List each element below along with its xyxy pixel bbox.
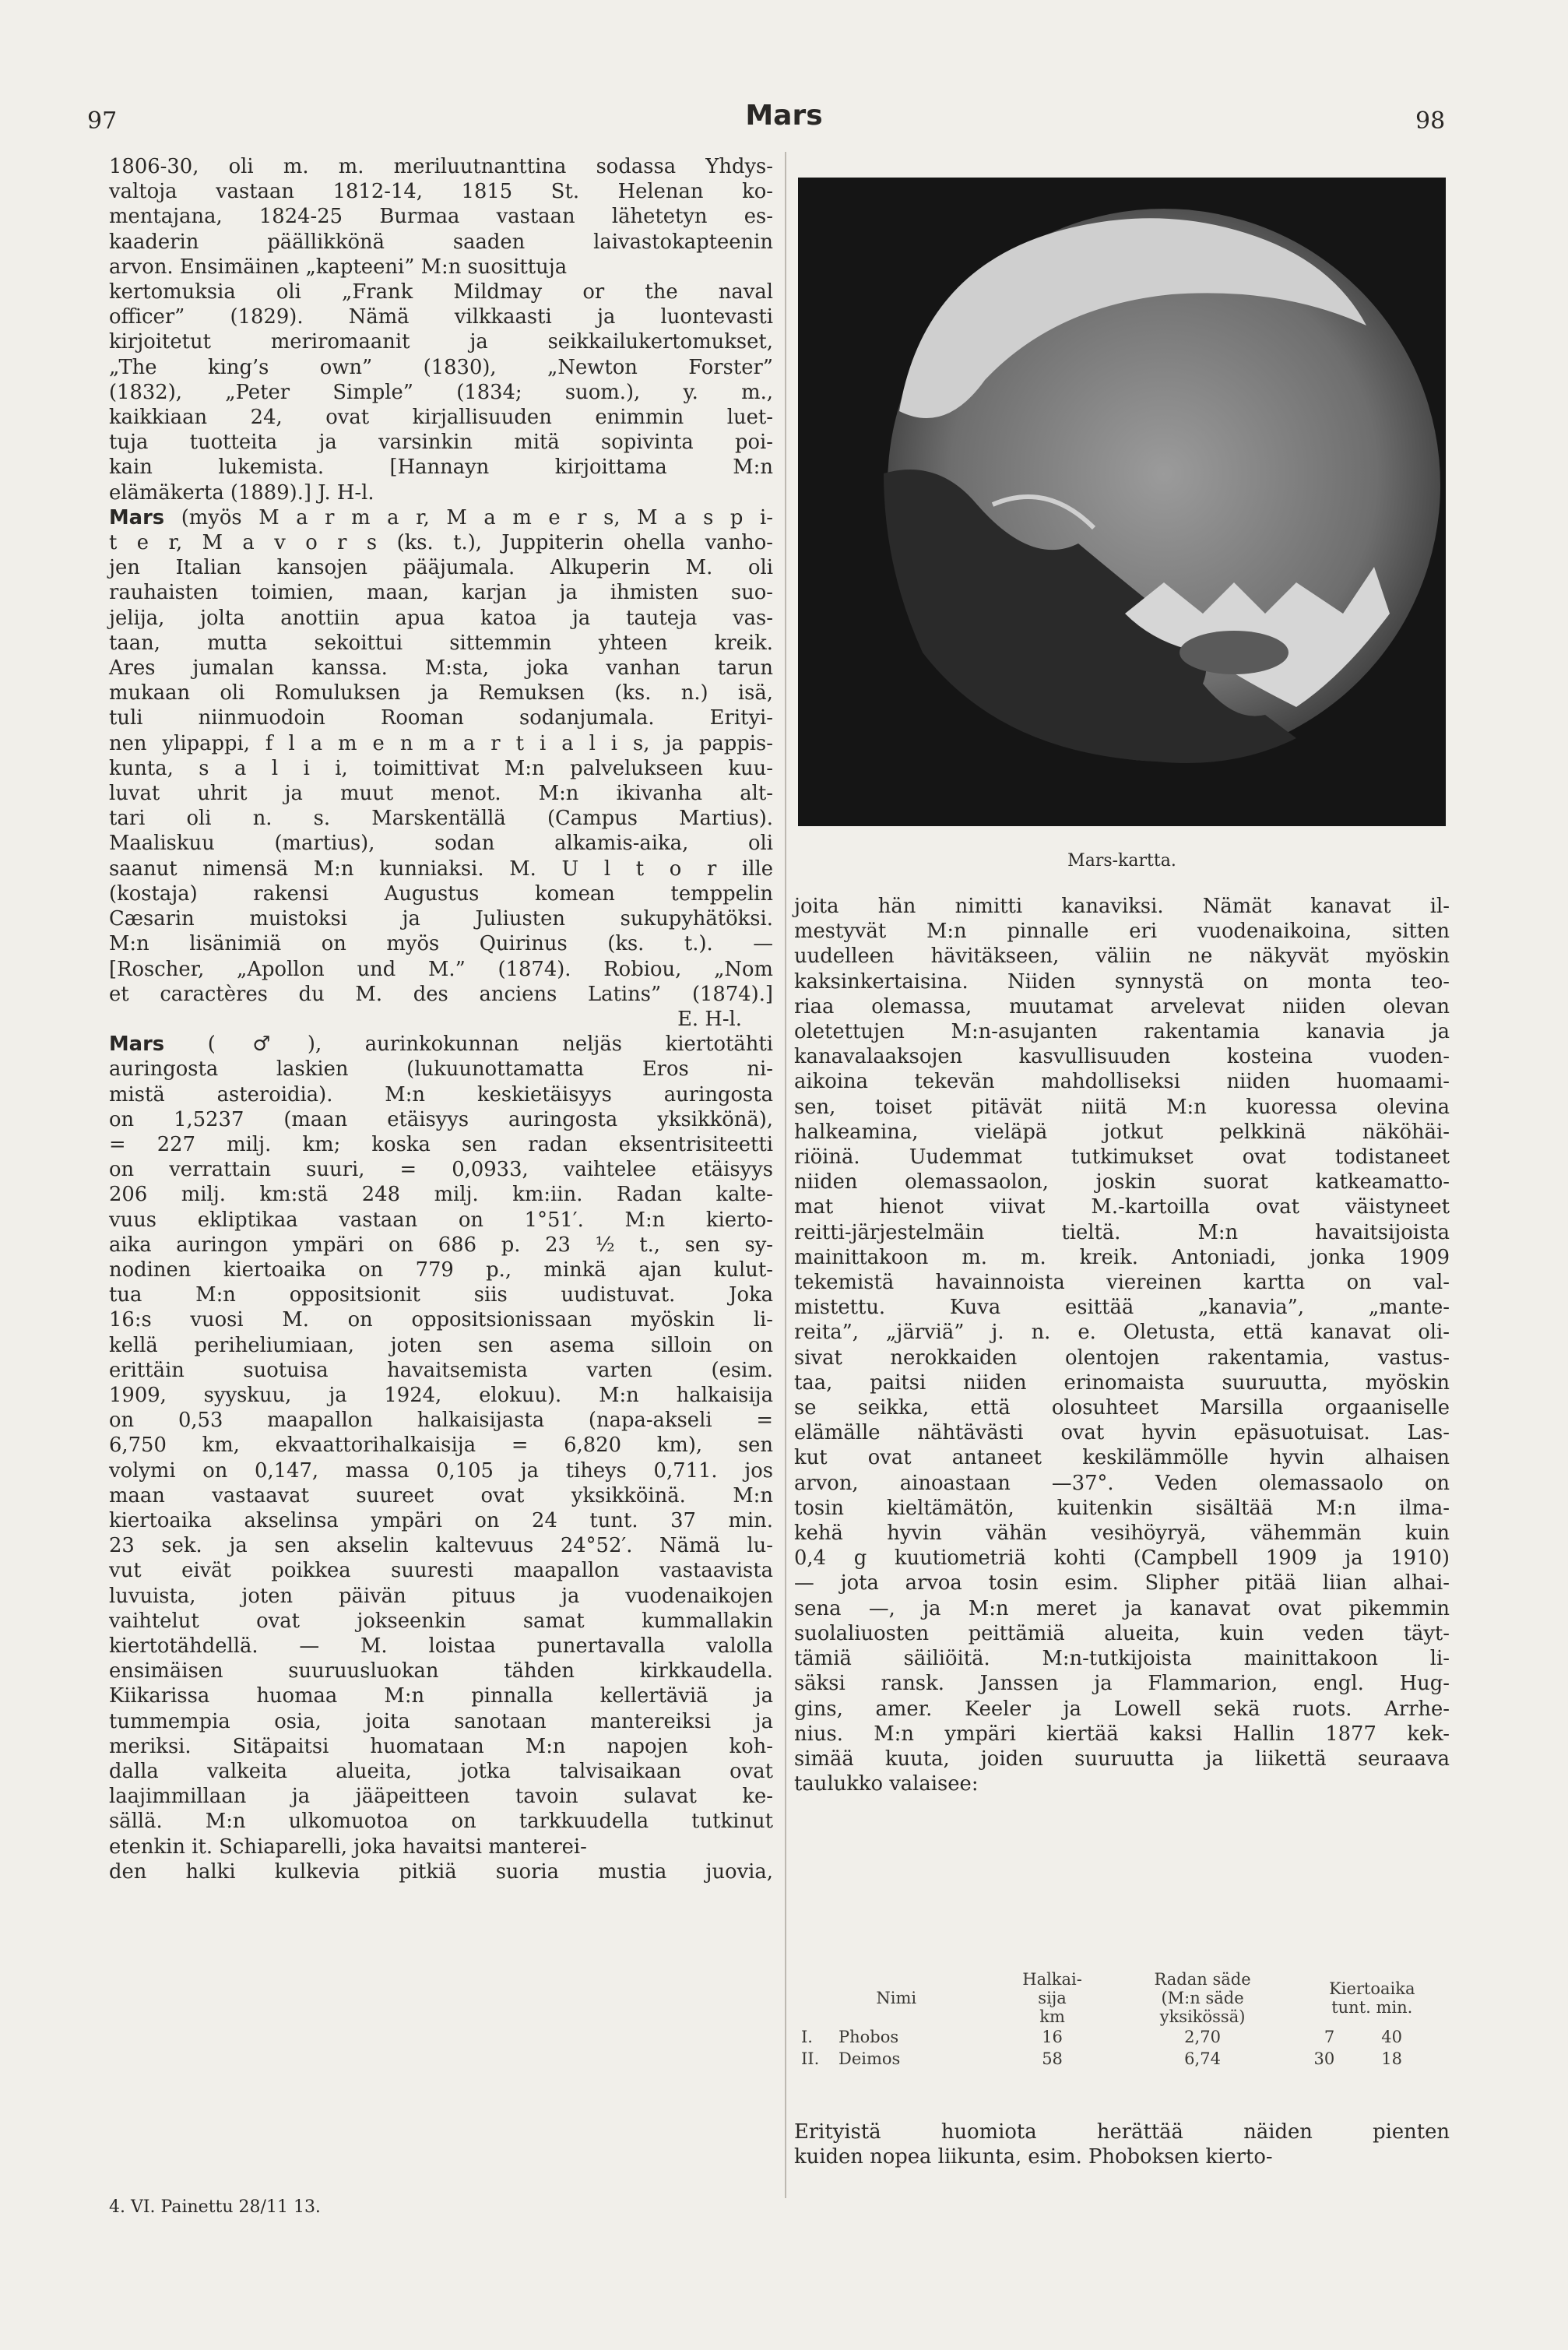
text-line: on 0,53 maapallon halkaisijasta (napa-akseli = bbox=[109, 1409, 773, 1433]
column-rule bbox=[785, 152, 786, 2198]
text-line: tekemistä havainnoista viereinen kartta on val- bbox=[794, 1271, 1450, 1295]
text-line: tuli niinmuodoin Rooman sodanjumala. Erityi- bbox=[109, 706, 773, 730]
text-line: jen Italian kansojen pääjumala. Alkuperin M. oli bbox=[109, 556, 773, 580]
text-line: mestyvät M:n pinnalle eri vuodenaikoina, sitten bbox=[794, 920, 1450, 944]
text-line: kuiden nopea liikunta, esim. Phoboksen kierto- bbox=[794, 2145, 1273, 2169]
text-line: [Roscher, „Apollon und M.” (1874). Robiou, „Nom bbox=[109, 957, 773, 981]
text-line: halkeamina, vieläpä jotkut pelkkinä näköhäi- bbox=[794, 1120, 1450, 1144]
text-line: mentajana, 1824-25 Burmaa vastaan lähetetyn es- bbox=[109, 205, 773, 229]
text-line: mistettu. Kuva esittää „kanavia”, „mante- bbox=[794, 1296, 1450, 1320]
text-line: erittäin suotuisa havaitsemista varten (esim. bbox=[109, 1358, 773, 1382]
moon-name: Deimos bbox=[838, 2049, 901, 2068]
text-line: kaaderin päällikkönä saaden laivastokapteenin bbox=[109, 230, 773, 254]
text-line: 6,750 km, ekvaattorihalkaisija = 6,820 km), sen bbox=[109, 1434, 773, 1458]
text-line: rauhaisten toimien, maan, karjan ja ihmisten suo- bbox=[109, 581, 773, 605]
text-line: riaa olemassa, muutamat arvelevat niiden olevan bbox=[794, 994, 1450, 1018]
text-line: mistä asteroidia). M:n keskietäisyys auringosta bbox=[109, 1082, 773, 1106]
text-line: auringosta laskien (lukuunottamatta Eros ni- bbox=[109, 1057, 773, 1082]
text-line: — jota arvoa tosin esim. Slipher pitää liian alhai- bbox=[794, 1571, 1450, 1595]
row-number: II. bbox=[801, 2049, 820, 2068]
text-line: mukaan oli Romuluksen ja Remuksen (ks. n.) isä, bbox=[109, 681, 773, 705]
text-line: tummempia osia, joita sanotaan mantereiksi ja bbox=[109, 1709, 773, 1733]
page-number-right: 98 bbox=[1415, 107, 1446, 135]
text-line: kellä periheliumiaan, joten sen asema silloin on bbox=[109, 1333, 773, 1357]
text-line: t e r, M a v o r s (ks. t.), Juppiterin ohella vanho- bbox=[109, 531, 773, 555]
header-name: Nimi bbox=[876, 1989, 917, 2007]
text-line: se seikka, että olosuhteet Marsilla orgaaniselle bbox=[794, 1396, 1450, 1420]
moon-orbit-radius: 2,70 bbox=[1184, 2028, 1221, 2046]
text-line: nius. M:n ympäri kiertää kaksi Hallin 1877 kek- bbox=[794, 1722, 1450, 1746]
row-number: I. bbox=[801, 2028, 813, 2046]
text-line: officer” (1829). Nämä vilkkaasti ja luontevasti bbox=[109, 305, 773, 329]
text-line: luvat uhrit ja muut menot. M:n ikivanha alt- bbox=[109, 782, 773, 806]
text-line: taa, paitsi niiden erinomaista suuruutta, myöskin bbox=[794, 1370, 1450, 1395]
moon-period-hours: 30 bbox=[1313, 2049, 1335, 2068]
text-line: Mars (myös M a r m a r, M a m e r s, M a s p i- bbox=[109, 505, 773, 529]
header-period: Kiertoaika tunt. min. bbox=[1329, 1979, 1415, 2017]
text-line: joita hän nimitti kanaviksi. Nämät kanavat il- bbox=[794, 895, 1450, 918]
text-line: kirjoitetut meriromaanit ja seikkailukertomukset, bbox=[109, 330, 773, 354]
text-line: arvon. Ensimäinen „kapteeni” M:n suosittuja bbox=[109, 255, 568, 279]
text-line: sena —, ja M:n meret ja kanavat ovat pikemmin bbox=[794, 1596, 1450, 1620]
text-line: oletettujen M:n-asujanten rakentamia kanavia ja bbox=[794, 1020, 1450, 1044]
printer-footer: 4. VI. Painettu 28/11 13. bbox=[109, 2197, 321, 2217]
text-line: tosin kieltämätön, kuitenkin sisältää M:n ilma- bbox=[794, 1496, 1450, 1520]
text-line: vut eivät poikkea suuresti maapallon vastaavista bbox=[109, 1559, 773, 1583]
text-line: mainittakoon m. m. kreik. Antoniadi, jonka 1909 bbox=[794, 1245, 1450, 1269]
text-line: on verrattain suuri, = 0,0933, vaihtelee etäisyys bbox=[109, 1158, 773, 1182]
text-line: Cæsarin muistoksi ja Juliusten sukupyhätöksi. bbox=[109, 907, 773, 931]
text-line: simää kuuta, joiden suuruutta ja liikettä seuraava bbox=[794, 1747, 1450, 1771]
moon-diameter: 58 bbox=[1042, 2049, 1063, 2068]
moon-diameter: 16 bbox=[1042, 2028, 1063, 2046]
text-line: valtoja vastaan 1812-14, 1815 St. Helenan ko- bbox=[109, 180, 773, 204]
text-line: Erityistä huomiota herättää näiden pienten bbox=[794, 2120, 1450, 2144]
text-line: 0,4 g kuutiometriä kohti (Campbell 1909 ja 1910) bbox=[794, 1546, 1450, 1571]
text-line: kanavalaaksojen kasvullisuuden kosteina vuoden- bbox=[794, 1045, 1450, 1069]
moon-name: Phobos bbox=[838, 2028, 899, 2046]
moon-period-minutes: 40 bbox=[1381, 2028, 1402, 2046]
mars-map-figure bbox=[798, 178, 1446, 826]
text-line: Kiikarissa huomaa M:n pinnalla kellertäviä ja bbox=[109, 1684, 773, 1708]
text-line: kut ovat antaneet keskilämmölle hyvin alhaisen bbox=[794, 1446, 1450, 1470]
text-line: elämälle nähtävästi ovat hyvin epäsuotuisat. Las- bbox=[794, 1421, 1450, 1445]
text-line: kaikkiaan 24, ovat kirjallisuuden enimmin luet- bbox=[109, 406, 773, 430]
text-line: et caractères du M. des anciens Latins” (1874).] bbox=[109, 982, 773, 1006]
text-line: M:n lisänimiä on myös Quirinus (ks. t.). — bbox=[109, 932, 773, 956]
text-line: taan, mutta sekoittui sittemmin yhteen kreik. bbox=[109, 631, 773, 655]
text-line: uudelleen hävitäkseen, väliin ne näkyvät myöskin bbox=[794, 945, 1450, 969]
text-line: 23 sek. ja sen akselin kaltevuus 24°52′. Nämä lu- bbox=[109, 1534, 773, 1558]
text-line: „The king’s own” (1830), „Newton Forster” bbox=[109, 355, 773, 379]
text-line: kain lukemista. [Hannayn kirjoittama M:n bbox=[109, 456, 773, 480]
text-line: säksi ransk. Janssen ja Flammarion, engl. Hug- bbox=[794, 1672, 1450, 1696]
mars-map-image bbox=[798, 178, 1446, 826]
text-line: niiden olemassaolon, joskin suorat katkeamatto- bbox=[794, 1170, 1450, 1194]
text-line: maan vastaavat suureet ovat yksikköinä. M:n bbox=[109, 1483, 773, 1507]
text-line: ensimäisen suuruusluokan tähden kirkkaudella. bbox=[109, 1659, 773, 1683]
text-line: (kostaja) rakensi Augustus komean temppelin bbox=[109, 881, 773, 906]
text-line: on 1,5237 (maan etäisyys auringosta yksikkönä), bbox=[109, 1107, 773, 1131]
table-row bbox=[798, 2048, 1449, 2070]
text-line: suolaliuosten peittämiä alueita, kuin veden täyt- bbox=[794, 1621, 1450, 1645]
text-line: nodinen kiertoaika on 779 p., minkä ajan kulut- bbox=[109, 1258, 773, 1282]
text-line: kaksinkertaisina. Niiden synnystä on monta teo- bbox=[794, 969, 1450, 994]
moon-period-hours: 7 bbox=[1324, 2028, 1335, 2046]
text-line: riöinä. Uudemmat tutkimukset ovat todistaneet bbox=[794, 1145, 1450, 1170]
text-line: kehä hyvin vähän vesihöyryä, vähemmän kuin bbox=[794, 1522, 1450, 1546]
text-line: nen ylipappi, f l a m e n m a r t i a l i s, ja pappis- bbox=[109, 731, 773, 755]
table-row bbox=[798, 2026, 1449, 2048]
entry-lemma: Mars bbox=[109, 1033, 165, 1057]
text-line: aika auringon ympäri on 686 p. 23 ½ t., sen sy- bbox=[109, 1233, 773, 1257]
text-line: Maaliskuu (martius), sodan alkamis-aika, oli bbox=[109, 832, 773, 856]
text-line: sen, toiset pitävät niitä M:n kuoressa olevina bbox=[794, 1095, 1450, 1119]
text-line: jelija, jolta anottiin apua katoa ja tauteja vas- bbox=[109, 606, 773, 630]
text-line: saanut nimensä M:n kunniaksi. M. U l t o r ille bbox=[109, 857, 773, 881]
text-line: gins, amer. Keeler ja Lowell sekä ruots. Arrhe- bbox=[794, 1697, 1450, 1721]
text-line: meriksi. Sitäpaitsi huomataan M:n napojen koh- bbox=[109, 1734, 773, 1758]
text-line: Mars (♂), aurinkokunnan neljäs kiertotähti bbox=[109, 1033, 773, 1057]
moons-table-body bbox=[798, 2026, 1449, 2070]
moon-period-minutes: 18 bbox=[1381, 2049, 1402, 2068]
text-line: sällä. M:n ulkomuotoa on tarkkuudella tutkinut bbox=[109, 1810, 773, 1834]
text-line: laajimmillaan ja jääpeitteen tavoin sulavat ke- bbox=[109, 1785, 773, 1809]
text-line: tuja tuotteita ja varsinkin mitä sopivinta poi- bbox=[109, 431, 773, 455]
text-line: reitti-järjestelmäin tieltä. M:n havaitsijoista bbox=[794, 1220, 1450, 1244]
figure-caption: Mars-kartta. bbox=[1067, 851, 1176, 871]
text-line: 1806-30, oli m. m. meriluutnanttina sodassa Yhdys- bbox=[109, 155, 773, 178]
left-column bbox=[109, 154, 773, 1884]
text-line: E. H-l. bbox=[677, 1007, 742, 1031]
right-column bbox=[794, 894, 1450, 1796]
text-line: Ares jumalan kanssa. M:sta, joka vanhan tarun bbox=[109, 656, 773, 681]
moons-table-header bbox=[798, 1970, 1449, 2026]
text-line: mat hienot viivat M.-kartoilla ovat väistyneet bbox=[794, 1195, 1450, 1219]
text-line: aikoina tekevän mahdolliseksi niiden huomaami- bbox=[794, 1070, 1450, 1094]
entry-lemma: Mars bbox=[109, 505, 165, 529]
text-line: 1909, syyskuu, ja 1924, elokuu). M:n halkaisija bbox=[109, 1383, 773, 1407]
text-line: reita”, „järviä” j. n. e. Oletusta, että kanavat oli- bbox=[794, 1321, 1450, 1345]
text-line: 16:s vuosi M. on oppositsionissaan myöskin li- bbox=[109, 1308, 773, 1332]
text-line: den halki kulkevia pitkiä suoria mustia juovia, bbox=[109, 1859, 773, 1884]
text-line: vuus ekliptikaa vastaan on 1°51′. M:n kierto- bbox=[109, 1208, 773, 1232]
running-header: Mars bbox=[745, 100, 823, 132]
text-line: (1832), „Peter Simple” (1834; suom.), y. m., bbox=[109, 380, 773, 404]
text-line: kunta, s a l i i, toimittivat M:n palvelukseen kuu- bbox=[109, 756, 773, 780]
text-line: = 227 milj. km; koska sen radan eksentrisiteetti bbox=[109, 1132, 773, 1156]
text-line: sivat nerokkaiden olentojen rakentamia, vastus- bbox=[794, 1346, 1450, 1370]
text-line: kiertoaika akselinsa ympäri on 24 tunt. 37 min. bbox=[109, 1508, 773, 1532]
text-line: taulukko valaisee: bbox=[794, 1772, 979, 1796]
text-line: vaihtelut ovat jokseenkin samat kummallakin bbox=[109, 1609, 773, 1633]
text-line: luvuista, joten päivän pituus ja vuodenaikojen bbox=[109, 1584, 773, 1608]
text-line: dalla valkeita alueita, jotka talvisaikaan ovat bbox=[109, 1760, 773, 1783]
moons-table bbox=[798, 1970, 1449, 2070]
right-column-tail bbox=[794, 2120, 1450, 2169]
text-line: tua M:n oppositsionit siis uudistuvat. Joka bbox=[109, 1283, 773, 1307]
text-line: volymi on 0,147, massa 0,105 ja tiheys 0,711. jos bbox=[109, 1458, 773, 1483]
text-line: elämäkerta (1889).] J. H-l. bbox=[109, 480, 374, 505]
text-line: arvon, ainoastaan —37°. Veden olemassaolo on bbox=[794, 1471, 1450, 1495]
text-line: kertomuksia oli „Frank Mildmay or the naval bbox=[109, 280, 773, 304]
text-line: tari oli n. s. Marskentällä (Campus Martius). bbox=[109, 807, 773, 831]
moon-orbit-radius: 6,74 bbox=[1184, 2049, 1221, 2068]
page-number-left: 97 bbox=[87, 107, 118, 135]
header-orbit-radius: Radan säde (M:n säde yksikössä) bbox=[1154, 1970, 1251, 2026]
text-line: kiertotähdellä. — M. loistaa punertavalla valolla bbox=[109, 1634, 773, 1658]
text-line: etenkin it. Schiaparelli, joka havaitsi manterei- bbox=[109, 1835, 587, 1859]
header-diameter: Halkai- sija km bbox=[1022, 1970, 1082, 2026]
text-line: tämiä säiliöitä. M:n-tutkijoista mainittakoon li- bbox=[794, 1647, 1450, 1671]
text-line: 206 milj. km:stä 248 milj. km:iin. Radan kalte- bbox=[109, 1183, 773, 1207]
